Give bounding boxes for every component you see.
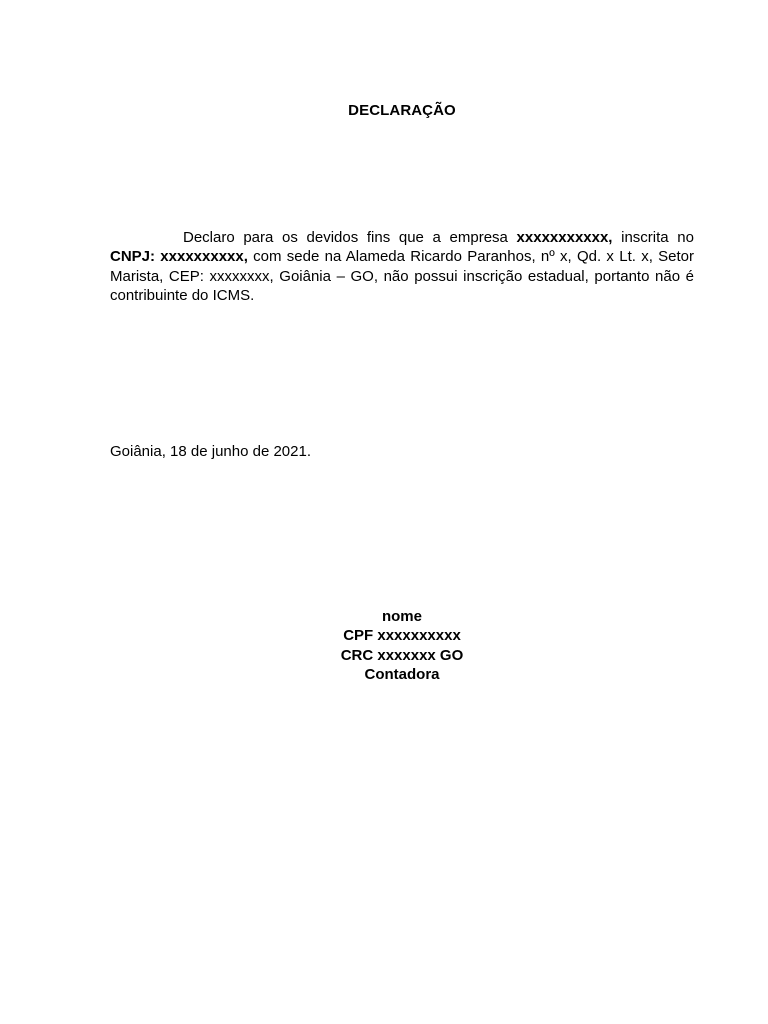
signature-block xyxy=(0,607,768,685)
paragraph-text-part2: inscrita no xyxy=(612,229,694,246)
company-name: xxxxxxxxxxx, xyxy=(516,229,613,246)
document-date: Goiânia, 18 de junho de 2021. xyxy=(110,443,311,460)
document-title: DECLARAÇÃO xyxy=(348,102,456,119)
signatory-cpf: CPF xxxxxxxxxx xyxy=(343,627,461,645)
declaration-paragraph xyxy=(110,228,694,305)
paragraph-text-part3: com sede na Alameda Ricardo Paranhos, nº x, Qd. x Lt. x, Setor Marista, CEP: xxxxxxxx, Goiânia – GO, não possui inscrição estadual, portanto não é contribuinte do ICMS. xyxy=(110,248,695,304)
paragraph-text-part1: Declaro para os devidos fins que a empresa xyxy=(183,229,517,246)
signatory-crc: CRC xxxxxxx GO xyxy=(340,646,464,664)
signatory-role: Contadora xyxy=(364,666,440,684)
cnpj-number: CNPJ: xxxxxxxxxx, xyxy=(110,248,248,266)
signatory-name: nome xyxy=(381,608,422,625)
